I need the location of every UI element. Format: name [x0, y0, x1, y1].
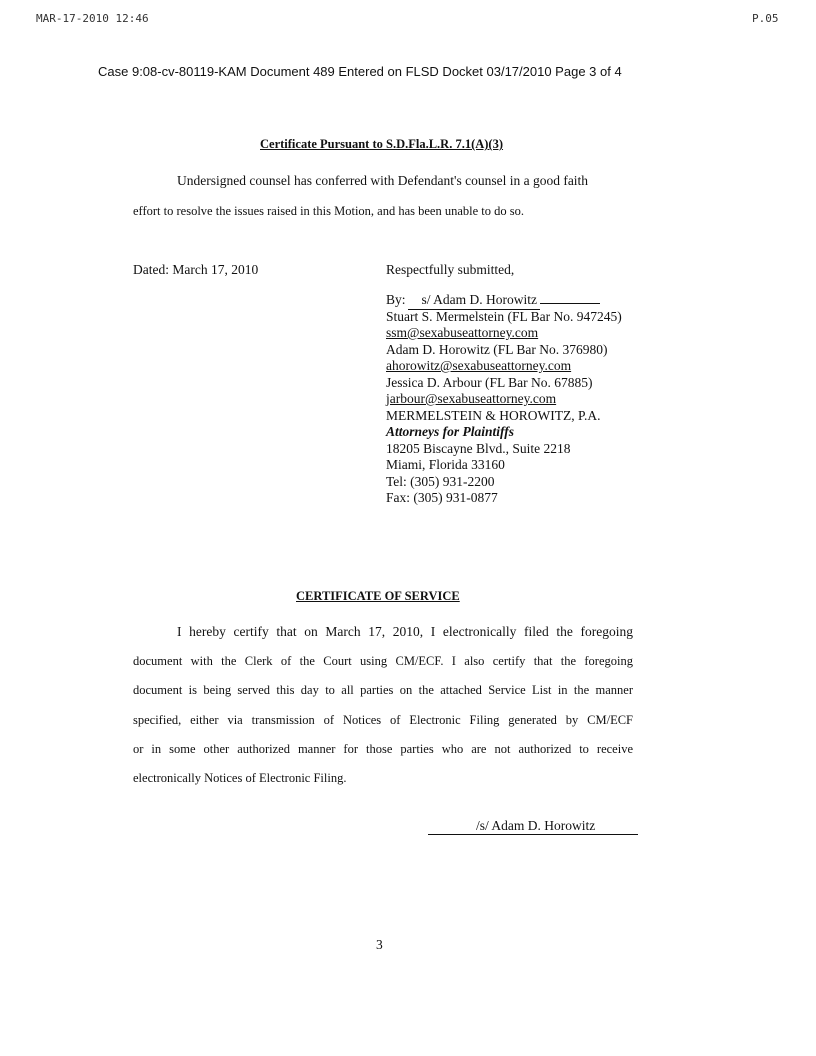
fax-page: P.05 — [752, 12, 779, 25]
service-line: document is being served this day to all parties on the attached Service List in the manner — [133, 683, 633, 698]
sig-line: Fax: (305) 931-0877 — [386, 490, 498, 505]
signature-block — [386, 292, 622, 507]
service-line: specified, either via transmission of Notices of Electronic Filing generated by CM/ECF — [133, 712, 633, 727]
service-line: electronically Notices of Electronic Filing. — [133, 770, 347, 785]
sig-line: 18205 Biscayne Blvd., Suite 2218 — [386, 440, 571, 456]
by-signature: s/ Adam D. Horowitz — [408, 292, 540, 310]
email-link[interactable]: ssm@sexabuseattorney.com — [386, 325, 539, 340]
service-line: document with the Clerk of the Court using CM/ECF. I also certify that the foregoing — [133, 654, 633, 669]
certificate-line: effort to resolve the issues raised in this Motion, and has been unable to do so. — [133, 204, 525, 218]
service-line: I hereby certify that on March 17, 2010, I electronically filed the foregoing — [177, 624, 633, 639]
respectfully: Respectfully submitted, — [386, 262, 515, 277]
email-link[interactable]: jarbour@sexabuseattorney.com — [386, 391, 557, 406]
certificate-title: Certificate Pursuant to S.D.Fla.L.R. 7.1(A)(3) — [260, 137, 504, 151]
certificate-line: Undersigned counsel has conferred with Defendant's counsel in a good faith — [177, 173, 589, 188]
sig-line: Tel: (305) 931-2200 — [386, 473, 495, 489]
by-label: By: — [386, 292, 406, 307]
sig-line: Stuart S. Mermelstein (FL Bar No. 947245) — [386, 308, 622, 324]
sig-line: Jessica D. Arbour (FL Bar No. 67885) — [386, 374, 593, 390]
case-header: Case 9:08-cv-80119-KAM Document 489 Entered on FLSD Docket 03/17/2010 Page 3 of 4 — [98, 64, 622, 79]
firm-role: Attorneys for Plaintiffs — [386, 424, 515, 439]
firm-name: MERMELSTEIN & HOROWITZ, P.A. — [386, 407, 601, 423]
service-paragraph — [133, 624, 633, 799]
email-link[interactable]: ahorowitz@sexabuseattorney.com — [386, 358, 572, 373]
final-signature: /s/ Adam D. Horowitz — [428, 818, 638, 835]
service-line: or in some other authorized manner for those parties who are not authorized to receive — [133, 741, 633, 756]
sig-line: Miami, Florida 33160 — [386, 457, 505, 472]
fax-datetime: MAR-17-2010 12:46 — [36, 12, 149, 25]
page-number: 3 — [376, 937, 383, 952]
dated: Dated: March 17, 2010 — [133, 262, 259, 277]
service-title: CERTIFICATE OF SERVICE — [296, 589, 460, 603]
sig-line: Adam D. Horowitz (FL Bar No. 376980) — [386, 341, 608, 357]
